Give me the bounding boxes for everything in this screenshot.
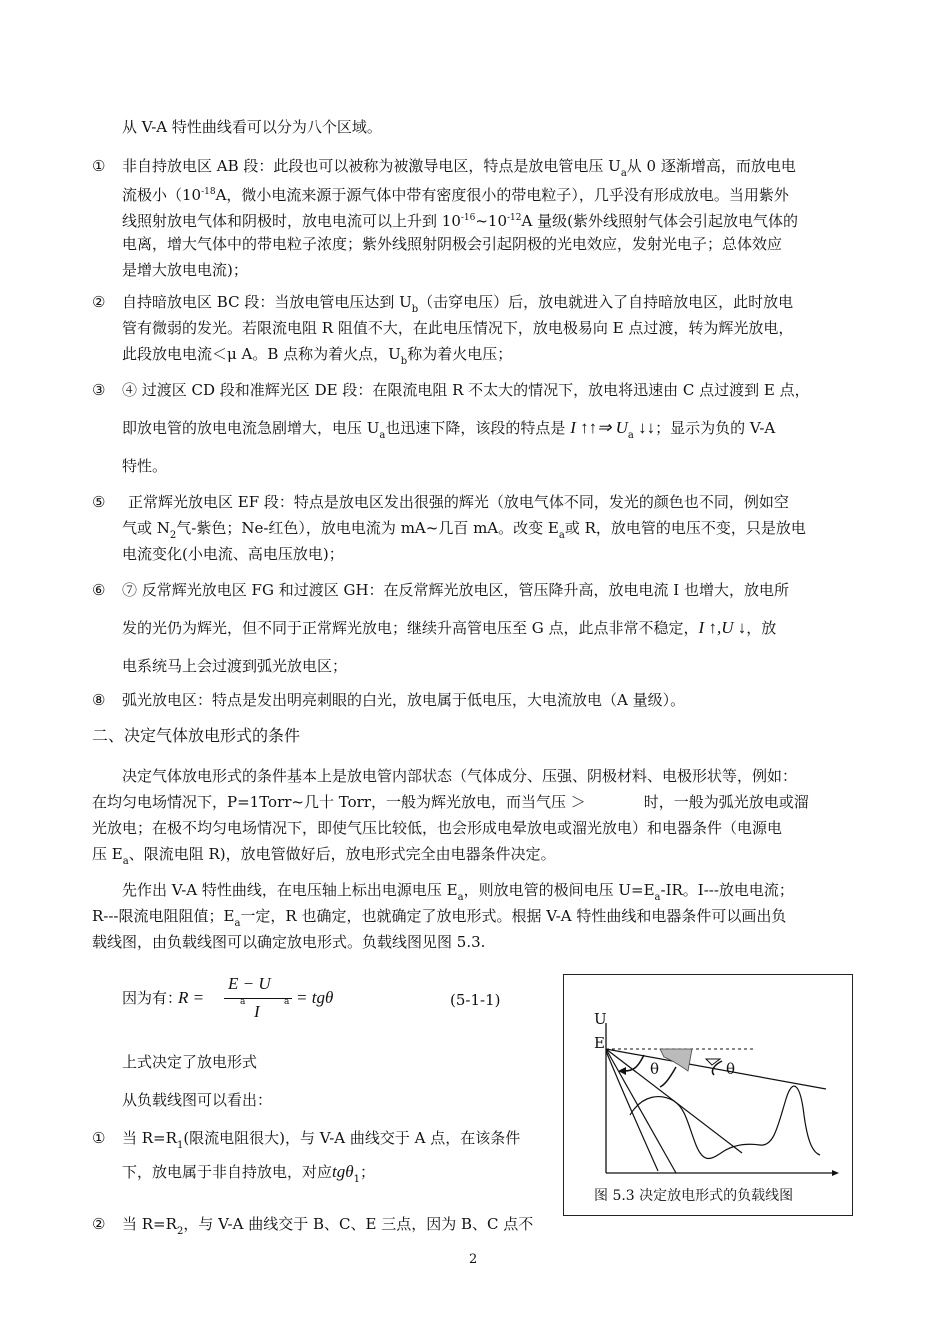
- item-line: 发的光仍为辉光，但不同于正常辉光放电；继续升高管电压至 G 点，此点非常不稳定，I ↑,U ↓，放: [122, 618, 777, 637]
- para-line: 在均匀电场情况下，P=1Torr~几十 Torr，一般为辉光放电，而当气压 ＞ 时，一般为弧光放电或溜: [92, 793, 809, 811]
- load-line-figure: [563, 974, 853, 1216]
- angle-arrow-1: [624, 1055, 644, 1071]
- load-line-1: [606, 1049, 676, 1173]
- item-line: 自持暗放电区 BC 段：当放电管电压达到 $U_b$（击穿电压）后，放电就进入了自持暗放电区，此时放电: [122, 293, 794, 315]
- item-number: ①: [92, 1129, 106, 1147]
- para-line: 上式决定了放电形式: [122, 1053, 258, 1071]
- para-line: 决定气体放电形式的条件基本上是放电管内部状态（气体成分、压强、阴极材料、电极形状等，例如：: [122, 767, 798, 785]
- angle-arrowhead-1: [618, 1067, 626, 1075]
- item-number: ⑤: [92, 493, 106, 511]
- item-number: ③: [92, 381, 106, 399]
- para-line: 压 $E_a$、限流电阻 R)，放电管做好后，放电形式完全由电器条件决定。: [92, 845, 556, 867]
- formula-numerator: E − U: [228, 974, 271, 993]
- item-line: 电离，增大气体中的带电粒子浓度；紫外线照射阴极会引起阴极的光电效应，发射光电子；总体效应: [122, 235, 783, 253]
- item-line: 线照射放电气体和阴极时，放电电流可以上升到 $10^{-16}\sim 10^{-12}A$ 量级(紫外线照射气体会引起放电气体的: [122, 212, 798, 230]
- item-number: ⑧: [92, 691, 106, 709]
- para-line: 载线图，由负载线图可以确定放电形式。负载线图见图 5.3.: [92, 933, 486, 951]
- item-number: ①: [92, 157, 106, 175]
- item-line: 下，放电属于非自持放电，对应tgθ$_1$；: [122, 1162, 375, 1185]
- item-line: 此段放电电流＜μ A。B 点称为着火点，$U_b$称为着火电压；: [122, 345, 513, 367]
- item-line: 管有微弱的发光。若限流电阻 R 阻值不大，在此电压情况下，放电极易向 E 点过渡，转为辉光放电，: [122, 319, 794, 337]
- item-line: 非自持放电区 AB 段：此段也可以被称为被激导电区，特点是放电管电压 $U_a$从 0 逐渐增高，而放电电: [122, 157, 796, 179]
- item-line: 电流变化(小电流、高电压放电)；: [122, 545, 344, 563]
- item-line: 特性。: [122, 457, 168, 475]
- para-line: 先作出 V-A 特性曲线，在电压轴上标出电源电压 $E_a$，则放电管的极间电压 $U=E_a-IR$。I---放电电流；: [122, 881, 794, 903]
- item-line: 流极小（$10^{-18}A$，微小电流来源于源气体中带有密度很小的带电粒子），几乎没有形成放电。当用紫外: [122, 186, 789, 204]
- item-line: 气或 $N_2$气-紫色；Ne-红色），放电电流为 mA~几百 mA。改变 $E_a$或 R，放电管的电压不变，只是放电: [122, 519, 806, 541]
- formula-prefix: 因为有：: [122, 989, 183, 1007]
- item-line: 电系统马上会过渡到弧光放电区；: [122, 657, 348, 675]
- para-line: 光放电；在极不均匀电场情况下，即使气压比较低，也会形成电晕放电或溜光放电）和电器条件（电源电: [92, 819, 783, 837]
- item-line: ⑦ 反常辉光放电区 FG 和过渡区 GH：在反常辉光放电区，管压降升高，放电电流 I 也增大，放电所: [122, 581, 789, 599]
- formula-denominator: I: [254, 1002, 260, 1021]
- fraction-bar: [224, 998, 292, 999]
- item-number: ②: [92, 293, 106, 311]
- item-number: ⑥: [92, 581, 106, 599]
- formula-rhs: = tgθ: [296, 988, 334, 1007]
- axis-label-e: E: [594, 1034, 605, 1052]
- theta-label: θ: [650, 1060, 660, 1078]
- item-line: 当 $R=R_1$(限流电阻很大)，与 V-A 曲线交于 A 点，在该条件: [122, 1129, 521, 1151]
- intro-text: 从 V-A 特性曲线看可以分为八个区域。: [122, 118, 382, 136]
- axis-label-u: U: [594, 1010, 607, 1028]
- figure-caption: 图 5.3 决定放电形式的负载线图: [594, 1188, 794, 1204]
- para-line: R---限流电阻阻值；$E_a$一定，R 也确定，也就确定了放电形式。根据 V-A 特性曲线和电器条件可以画出负: [92, 907, 787, 929]
- formula-sub: a: [284, 997, 290, 1007]
- load-line-diagram: [564, 975, 852, 1215]
- formula-sub: a: [240, 997, 246, 1007]
- item-line: 是增大放电电流)；: [122, 261, 248, 279]
- item-line: 正常辉光放电区 EF 段：特点是放电区发出很强的辉光（放电气体不同，发光的颜色也不同，例如空: [128, 493, 789, 511]
- item-line: ④ 过渡区 CD 段和准辉光区 DE 段：在限流电阻 R 不太大的情况下，放电将迅速由 C 点过渡到 E 点，: [122, 381, 810, 399]
- load-line-3: [606, 1049, 826, 1089]
- item-line: 当 $R=R_2$，与 V-A 曲线交于 B、C、E 三点，因为 B、C 点不: [122, 1215, 534, 1237]
- section-title: 二、决定气体放电形式的条件: [92, 726, 301, 745]
- angle-arrow-2: [660, 1067, 676, 1087]
- item-line: 即放电管的放电电流急剧增大，电压 $U_a$也迅速下降，该段的特点是 I ↑↑⇒ $U_a$ ↓↓；显示为负的 V-A: [122, 418, 776, 441]
- x-axis-arrow: [832, 1170, 839, 1176]
- para-line: 从负载线图可以看出：: [122, 1091, 273, 1109]
- theta-label: θ: [726, 1060, 736, 1078]
- formula-label: (5-1-1): [450, 991, 501, 1009]
- item-number: ②: [92, 1215, 106, 1233]
- item-line: 弧光放电区：特点是发出明亮刺眼的白光，放电属于低电压，大电流放电（A 量级）。: [122, 691, 686, 709]
- formula-lhs: R =: [178, 988, 205, 1007]
- page-number: 2: [469, 1252, 478, 1267]
